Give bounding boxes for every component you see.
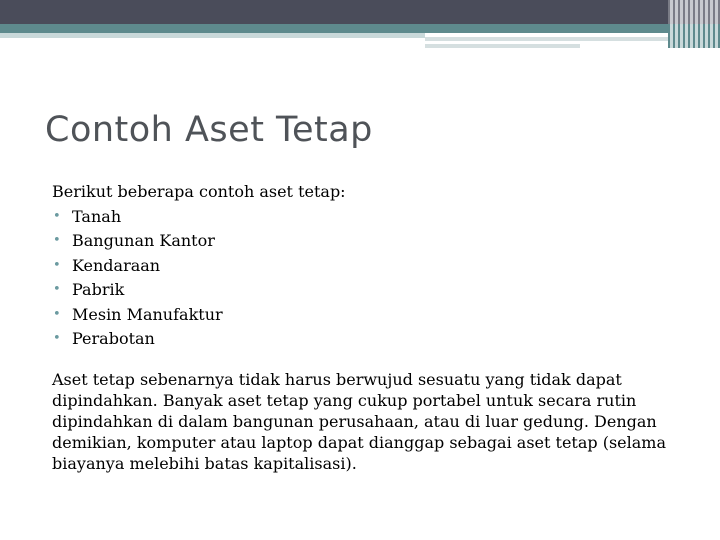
list-item xyxy=(52,303,672,328)
body-paragraph: Aset tetap sebenarnya tidak harus berwujud sesuatu yang tidak dapat dipindahkan. Banyak aset tetap yang cukup portabel untuk secara rutin dipindahkan di dalam bangunan perusahaan, atau di luar gedung. Dengan demikian, komputer atau laptop dapat dianggap sebagai aset tetap (selama biayanya melebihi batas kapitalisasi). xyxy=(52,369,666,473)
list-item-label: Tanah xyxy=(72,206,122,226)
list-item-label: Perabotan xyxy=(72,329,155,348)
list-item-label: Kendaraan xyxy=(72,255,161,275)
bullet-icon: • xyxy=(53,306,61,322)
header-accent-line-short xyxy=(425,44,580,48)
list-item-label: Pabrik xyxy=(72,280,125,299)
list-item xyxy=(52,229,672,254)
header-accent-line xyxy=(425,37,670,41)
bullet-icon: • xyxy=(53,233,61,248)
bullet-icon: • xyxy=(53,208,61,224)
list-item-label: Bangunan Kantor xyxy=(72,231,215,250)
header-stripes-teal xyxy=(668,24,720,48)
slide-body xyxy=(52,180,672,474)
list-item xyxy=(52,254,672,279)
list-item xyxy=(52,327,672,352)
bullet-icon: • xyxy=(53,331,61,346)
intro-text: Berikut beberapa contoh aset tetap: xyxy=(52,182,346,201)
header-bar-teal xyxy=(0,24,720,33)
list-item-label: Mesin Manufaktur xyxy=(72,304,223,324)
list-item xyxy=(52,278,672,303)
asset-list xyxy=(52,205,672,352)
header-bar-dark xyxy=(0,0,720,24)
slide-title: Contoh Aset Tetap xyxy=(45,110,373,150)
bullet-icon: • xyxy=(53,257,61,273)
list-item xyxy=(52,205,672,230)
bullet-icon: • xyxy=(53,282,61,297)
header-bar-light xyxy=(0,33,425,38)
